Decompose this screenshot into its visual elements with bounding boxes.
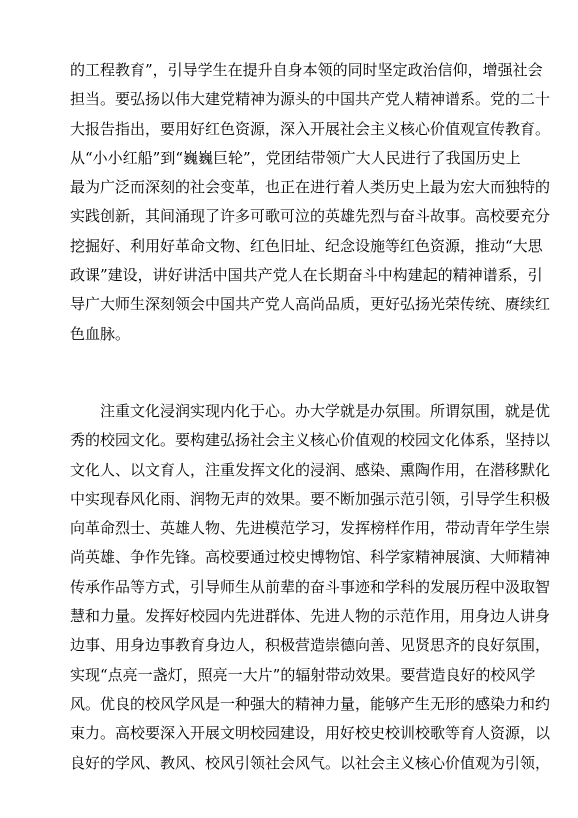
text-line: 导广大师生深刻领会中国共产党人高尚品质，更好弘扬光荣传统、赓续红	[70, 295, 551, 314]
text-line: 从“小小红船”到“巍巍巨轮”，党团结带领广大人民进行了我国历史上	[70, 148, 521, 167]
text-line: 向革命烈士、英雄人物、先进模范学习，发挥榜样作用，带动青年学生崇	[70, 519, 551, 538]
text-line: 中实现春风化雨、润物无声的效果。要不断加强示范引领，引导学生积极	[70, 489, 551, 508]
text-line: 最为广泛而深刻的社会变革，也正在进行着人类历史上最为宏大而独特的	[70, 178, 551, 197]
text-line: 束力。高校要深入开展文明校园建设，用好校史校训校歌等育人资源，以	[70, 724, 551, 743]
text-line: 注重文化浸润实现内化于心。办大学就是办氛围。所谓氛围，就是优	[70, 402, 551, 420]
text-line: 政课”建设，讲好讲活中国共产党人在长期奋斗中构建起的精神谱系，引	[70, 266, 543, 285]
text-line: 实践创新，其间涌现了许多可歌可泣的英雄先烈与奋斗故事。高校要充分	[70, 207, 551, 226]
text-line: 尚英雄、争作先锋。高校要通过校史博物馆、科学家精神展演、大师精神	[70, 548, 551, 567]
text-line: 风。优良的校风学风是一种强大的精神力量，能够产生无形的感染力和约	[70, 694, 551, 713]
text-line: 文化人、以文育人，注重发挥文化的浸润、感染、熏陶作用，在潜移默化	[70, 460, 551, 479]
text-line: 挖掘好、利用好革命文物、红色旧址、纪念设施等红色资源，推动“大思	[70, 236, 543, 255]
text-line: 传承作品等方式，引导师生从前辈的奋斗事迹和学科的发展历程中汲取智	[70, 577, 551, 596]
text-line: 秀的校园文化。要构建弘扬社会主义核心价值观的校园文化体系，坚持以	[70, 431, 551, 450]
text-line: 良好的学风、教风、校风引领社会风气。以社会主义核心价值观为引领，	[70, 753, 551, 772]
text-line: 担当。要弘扬以伟大建党精神为源头的中国共产党人精神谱系。党的二十	[70, 90, 551, 109]
text-line: 边事、用身边事教育身边人，积极营造崇德向善、见贤思齐的良好氛围，	[70, 636, 551, 655]
text-line: 色血脉。	[70, 324, 131, 343]
text-line: 慧和力量。发挥好校园内先进群体、先进人物的示范作用，用身边人讲身	[70, 607, 551, 626]
text-line: 的工程教育”，引导学生在提升自身本领的同时坚定政治信仰，增强社会	[70, 61, 543, 79]
paragraph-1	[70, 56, 551, 349]
text-line: 大报告指出，要用好红色资源，深入开展社会主义核心价值观宣传教育。	[70, 119, 551, 138]
paragraph-2	[70, 397, 551, 778]
text-line: 实现“点亮一盏灯，照亮一大片”的辐射带动效果。要营造良好的校风学	[70, 665, 536, 684]
